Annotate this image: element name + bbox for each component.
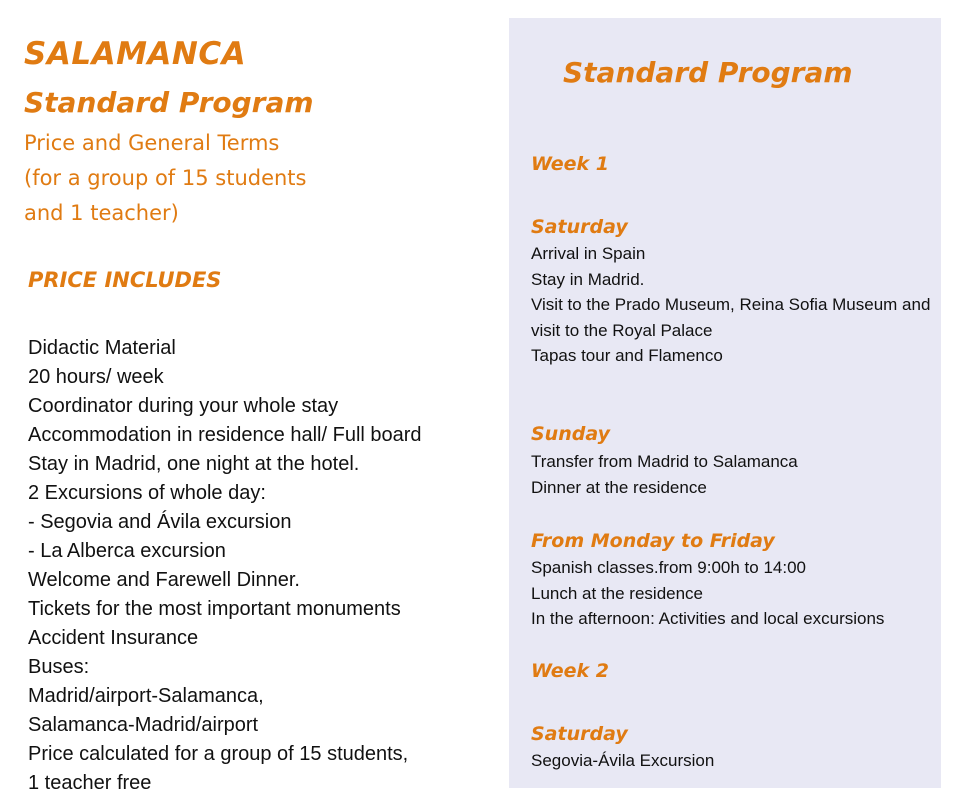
list-item: Buses: bbox=[28, 656, 90, 678]
activity-line: Lunch at the residence bbox=[531, 583, 704, 603]
schedule-panel bbox=[509, 18, 941, 788]
activity-line: Tapas tour and Flamenco bbox=[531, 346, 723, 365]
list-item: Tickets for the most important monuments bbox=[28, 598, 401, 620]
list-item: Didactic Material bbox=[28, 337, 176, 359]
sunday-heading: Sunday bbox=[531, 423, 610, 445]
activity-line: visit to the Royal Palace bbox=[531, 320, 713, 340]
list-item: 20 hours/ week bbox=[28, 366, 164, 388]
terms-line: and 1 teacher) bbox=[24, 201, 179, 225]
activity-line: Spanish classes.from 9:00h to 14:00 bbox=[531, 558, 806, 577]
schedule-title: Standard Program bbox=[563, 56, 853, 89]
list-item: - Segovia and Ávila excursion bbox=[28, 511, 292, 533]
list-item: Salamanca-Madrid/airport bbox=[28, 714, 259, 736]
list-item: - La Alberca excursion bbox=[28, 540, 226, 562]
saturday-week1-activities bbox=[531, 241, 930, 369]
list-item: Coordinator during your whole stay bbox=[28, 395, 339, 417]
activity-line: Dinner at the residence bbox=[531, 477, 707, 497]
activity-line: In the afternoon: Activities and local excursions bbox=[531, 609, 885, 628]
price-includes-heading: PRICE INCLUDES bbox=[28, 268, 222, 292]
weekdays-activities bbox=[531, 555, 884, 632]
activity-line: Stay in Madrid. bbox=[531, 269, 645, 289]
sunday-activities bbox=[531, 449, 798, 500]
list-item: 2 Excursions of whole day: bbox=[28, 482, 266, 504]
week-2-heading: Week 2 bbox=[531, 660, 609, 682]
list-item: Price calculated for a group of 15 students, bbox=[28, 743, 409, 765]
list-item: Welcome and Farewell Dinner. bbox=[28, 569, 300, 591]
list-item: Accommodation in residence hall/ Full board bbox=[28, 424, 422, 446]
terms-line: Price and General Terms bbox=[24, 131, 280, 155]
list-item: Madrid/airport-Salamanca, bbox=[28, 685, 264, 707]
activity-line: Visit to the Prado Museum, Reina Sofia Museum and bbox=[531, 295, 931, 314]
program-subtitle: Standard Program bbox=[24, 86, 314, 119]
activity-line: Transfer from Madrid to Salamanca bbox=[531, 452, 798, 471]
list-item: Accident Insurance bbox=[28, 627, 199, 649]
activity-line: Arrival in Spain bbox=[531, 244, 646, 263]
list-item: 1 teacher free bbox=[28, 772, 152, 794]
weekdays-heading: From Monday to Friday bbox=[531, 530, 775, 552]
terms-description bbox=[24, 126, 307, 231]
list-item: Stay in Madrid, one night at the hotel. bbox=[28, 453, 360, 475]
week-1-heading: Week 1 bbox=[531, 153, 609, 175]
terms-line: (for a group of 15 students bbox=[24, 166, 307, 190]
saturday-week1-heading: Saturday bbox=[531, 216, 628, 238]
price-includes-list bbox=[28, 334, 422, 798]
saturday-week2-activities bbox=[531, 748, 714, 774]
city-title: SALAMANCA bbox=[24, 36, 247, 72]
saturday-week2-heading: Saturday bbox=[531, 723, 628, 745]
activity-line: Segovia-Ávila Excursion bbox=[531, 751, 715, 770]
